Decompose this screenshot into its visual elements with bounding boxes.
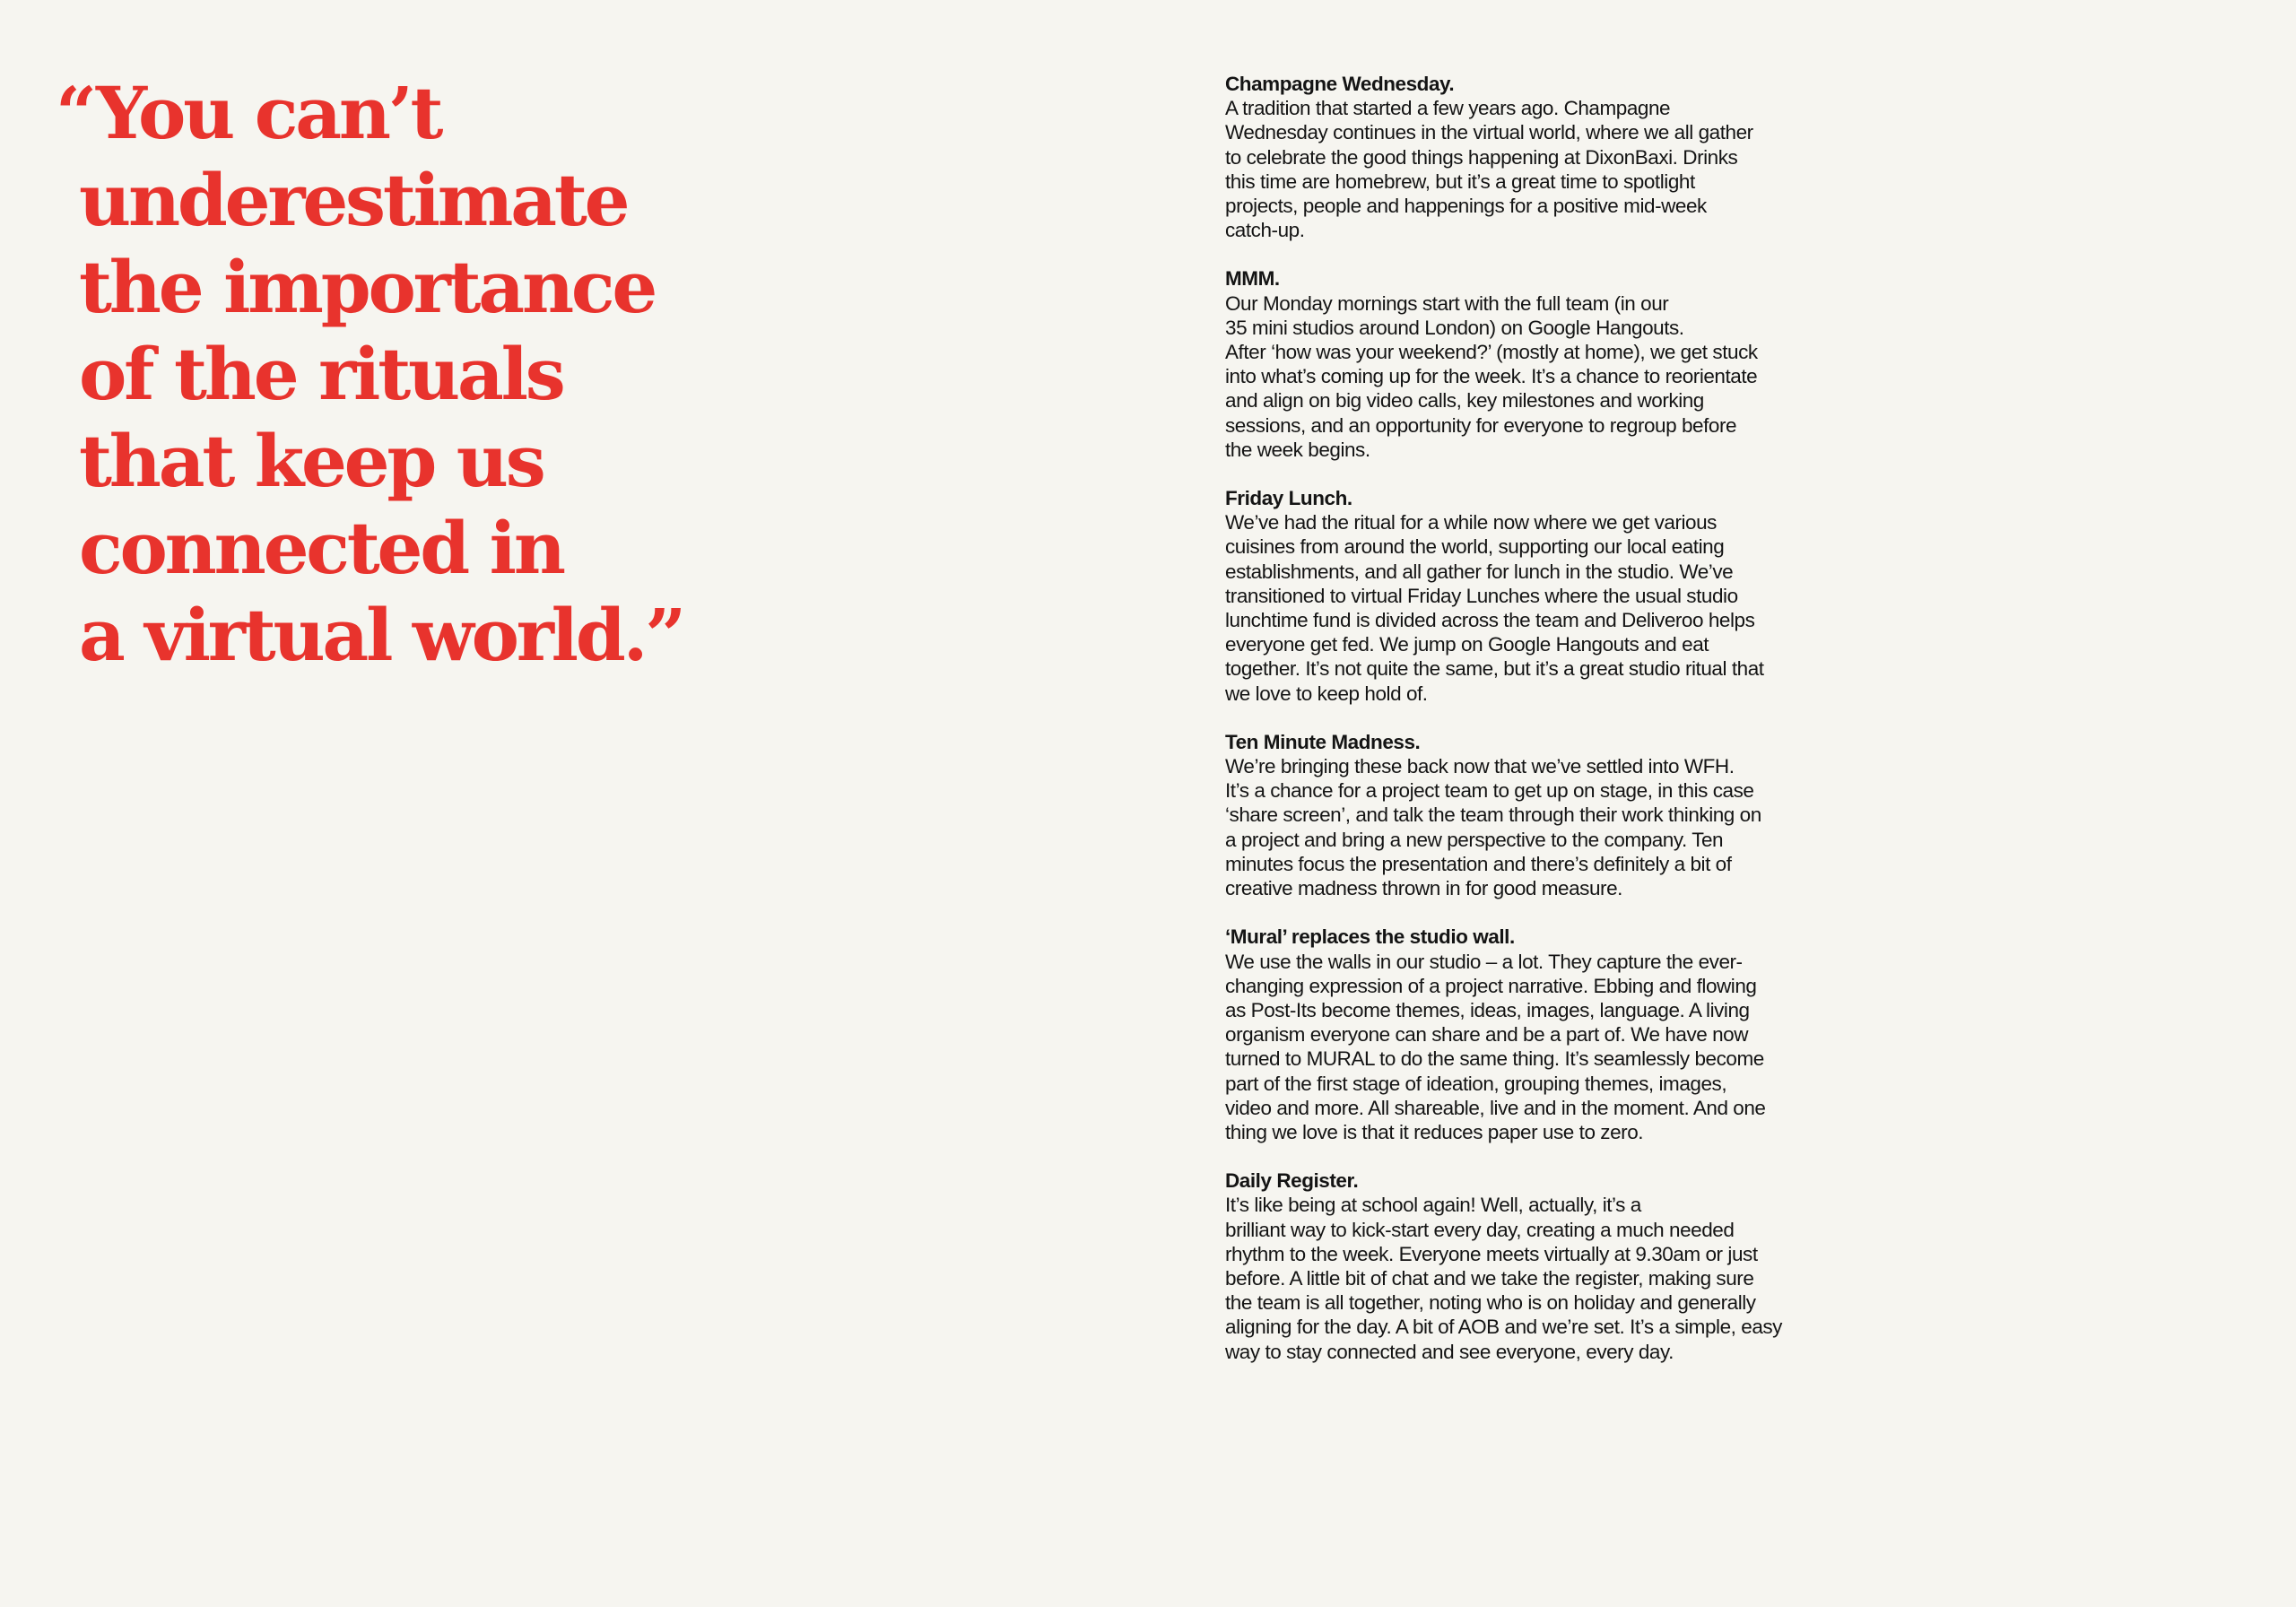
ritual-body-line: thing we love is that it reduces paper use to zero. — [1225, 1120, 1644, 1143]
ritual-body-line: transitioned to virtual Friday Lunches where the usual studio — [1225, 584, 1738, 607]
ritual-body-line: to celebrate the good things happening at DixonBaxi. Drinks — [1225, 145, 1738, 169]
ritual-body-line: a project and bring a new perspective to the company. Ten — [1225, 828, 1724, 851]
ritual-body-line: as Post-Its become themes, ideas, images, language. A living — [1225, 998, 1750, 1021]
ritual-body-line: the week begins. — [1225, 438, 1370, 461]
ritual-body-line: the team is all together, noting who is on holiday and generally — [1225, 1291, 1756, 1315]
ritual-body-line: projects, people and happenings for a positive mid-week — [1225, 195, 1707, 218]
ritual-body-line: minutes focus the presentation and there’s definitely a bit of — [1225, 852, 1732, 875]
ritual-body-line: sessions, and an opportunity for everyone to regroup before — [1225, 413, 1737, 437]
ritual-body-line: together. It’s not quite the same, but it’s a great studio ritual that — [1225, 657, 1764, 681]
ritual-body-line: aligning for the day. A bit of AOB and we’re set. It’s a simple, easy — [1225, 1316, 1782, 1339]
ritual-body-line: way to stay connected and see everyone, every day. — [1225, 1340, 1674, 1363]
ritual-section — [1225, 730, 1817, 900]
pull-quote-line: connected in — [79, 506, 563, 590]
ritual-section — [1225, 72, 1817, 242]
pull-quote-line: a virtual world.” — [79, 593, 684, 677]
ritual-body-line: turned to MURAL to do the same thing. It’s seamlessly become — [1225, 1047, 1764, 1071]
ritual-body-line: Our Monday mornings start with the full team (in our — [1225, 291, 1669, 315]
ritual-section — [1225, 1168, 1817, 1364]
pull-quote-line: that keep us — [79, 419, 544, 503]
ritual-body-line: We’re bringing these back now that we’ve settled into WFH. — [1225, 755, 1735, 778]
ritual-section — [1225, 925, 1817, 1144]
pull-quote-line: underestimate — [79, 158, 628, 242]
ritual-body-line: lunchtime fund is divided across the team and Deliveroo helps — [1225, 609, 1755, 632]
pull-quote-line: of the rituals — [79, 332, 563, 416]
ritual-section — [1225, 266, 1817, 462]
rituals-column — [1225, 72, 1817, 1388]
ritual-body-line: before. A little bit of chat and we take the register, making sure — [1225, 1266, 1754, 1290]
ritual-title: MMM. — [1225, 267, 1280, 291]
ritual-body-line: changing expression of a project narrative. Ebbing and flowing — [1225, 974, 1757, 997]
ritual-body-line: A tradition that started a few years ago. Champagne — [1225, 97, 1671, 120]
ritual-title: Champagne Wednesday. — [1225, 73, 1455, 95]
ritual-title: Ten Minute Madness. — [1225, 730, 1421, 753]
pull-quote-line: the importance — [79, 245, 656, 329]
ritual-body-line: everyone get fed. We jump on Google Hangouts and eat — [1225, 633, 1709, 656]
ritual-body-line: rhythm to the week. Everyone meets virtually at 9.30am or just — [1225, 1242, 1758, 1265]
ritual-title: Daily Register. — [1225, 1169, 1359, 1193]
ritual-body-line: this time are homebrew, but it’s a great time to spotlight — [1225, 169, 1695, 193]
ritual-body-line: creative madness thrown in for good measure. — [1225, 877, 1622, 900]
ritual-section — [1225, 486, 1817, 706]
ritual-body-line: catch-up. — [1225, 219, 1305, 242]
ritual-body-line: cuisines from around the world, supporting our local eating — [1225, 535, 1725, 559]
ritual-body-line: establishments, and all gather for lunch in the studio. We’ve — [1225, 560, 1734, 583]
ritual-body-line: After ‘how was your weekend?’ (mostly at home), we get stuck — [1225, 341, 1758, 364]
pull-quote — [56, 70, 701, 679]
ritual-body-line: 35 mini studios around London) on Google Hangouts. — [1225, 316, 1684, 339]
pull-quote-line: “You can’t — [56, 71, 441, 155]
ritual-body-line: We use the walls in our studio – a lot. They capture the ever- — [1225, 950, 1743, 973]
ritual-body-line: Wednesday continues in the virtual world, where we all gather — [1225, 121, 1753, 144]
ritual-body-line: brilliant way to kick-start every day, creating a much needed — [1225, 1218, 1735, 1241]
ritual-body-line: We’ve had the ritual for a while now where we get various — [1225, 511, 1717, 534]
ritual-body-line: video and more. All shareable, live and in the moment. And one — [1225, 1096, 1766, 1119]
ritual-title: Friday Lunch. — [1225, 487, 1352, 510]
ritual-body-line: part of the first stage of ideation, grouping themes, images, — [1225, 1072, 1727, 1095]
ritual-body-line: It’s a chance for a project team to get up on stage, in this case — [1225, 779, 1754, 803]
ritual-body-line: ‘share screen’, and talk the team through their work thinking on — [1225, 804, 1761, 827]
ritual-body-line: we love to keep hold of. — [1225, 682, 1428, 705]
ritual-body-line: and align on big video calls, key milestones and working — [1225, 389, 1704, 413]
ritual-body-line: It’s like being at school again! Well, actually, it’s a — [1225, 1194, 1641, 1217]
ritual-title: ‘Mural’ replaces the studio wall. — [1225, 925, 1515, 949]
ritual-body-line: into what’s coming up for the week. It’s a chance to reorientate — [1225, 365, 1758, 388]
ritual-body-line: organism everyone can share and be a part of. We have now — [1225, 1023, 1749, 1047]
